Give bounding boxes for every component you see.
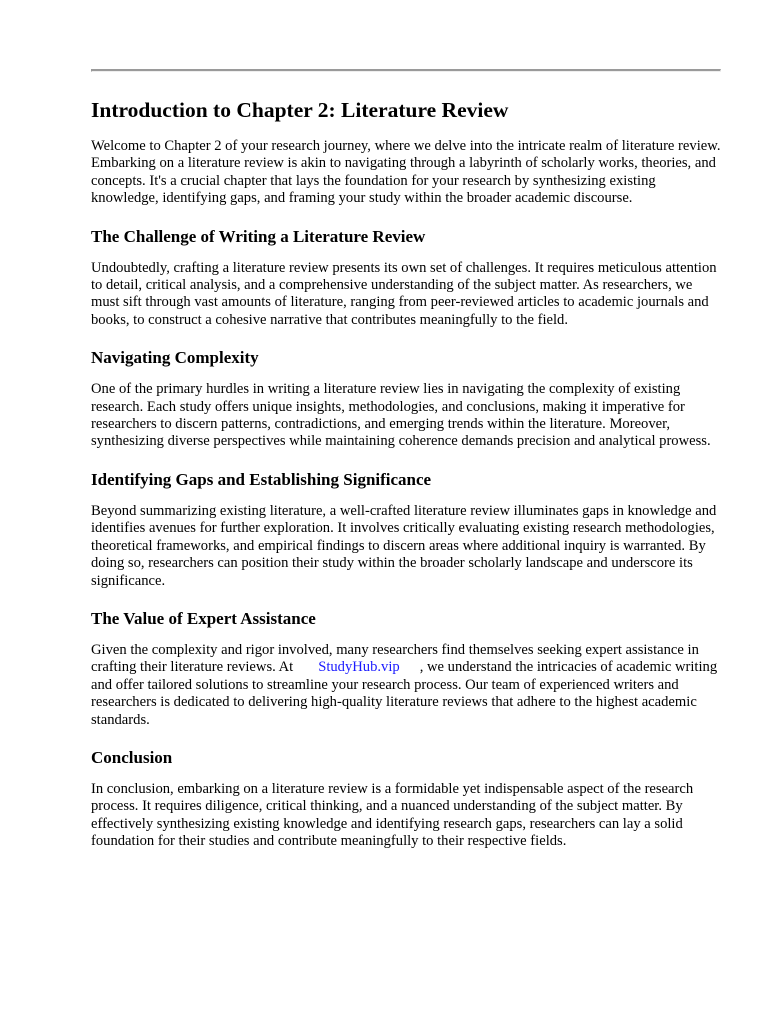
section-challenge — [91, 226, 721, 330]
section-heading: The Value of Expert Assistance — [91, 608, 316, 628]
section-paragraph: One of the primary hurdles in writing a literature review lies in navigating the complexity of existing research. Each study offers unique insights, methodologies, and conclusions, making it imperative for researchers to discern patterns, contradictions, and emerging trends within the literature. Moreover, synthesizing diverse perspectives while maintaining coherence demands precision and analytical prowess. — [91, 381, 711, 450]
intro-paragraph: Welcome to Chapter 2 of your research journey, where we delve into the intricate realm of literature review. Embarking on a literature review is akin to navigating through a labyrinth of scholarly works, theories, and concepts. It's a crucial chapter that lays the foundation for your research by synthesizing existing knowledge, identifying gaps, and framing your study within the broader academic discourse. — [91, 138, 721, 207]
paragraph-text-after-link: , we understand the intricacies of academic writing and offer tailored solutions to streamline your research process. Our team of experienced writers and researchers is dedicated to delivering high-quality literature reviews that adhere to the highest academic standards. — [91, 659, 718, 728]
section-paragraph: Undoubtedly, crafting a literature review presents its own set of challenges. It requires meticulous attention to detail, critical analysis, and a comprehensive understanding of the subject matter. As researchers, we must sift through vast amounts of literature, ranging from peer-reviewed articles to academic journals and books, to construct a cohesive narrative that contributes meaningfully to the field. — [91, 259, 717, 328]
section-navigating-complexity — [91, 347, 721, 451]
section-heading: The Challenge of Writing a Literature Review — [91, 226, 426, 246]
document-page — [91, 69, 721, 851]
section-conclusion — [91, 747, 721, 851]
paragraph-text-before-link: Given the complexity and rigor involved, many researchers find themselves seeking expert assistance in crafting their literature reviews. At — [91, 641, 699, 676]
section-heading: Navigating Complexity — [91, 348, 259, 368]
top-divider — [91, 69, 721, 72]
section-paragraph: Beyond summarizing existing literature, a well-crafted literature review illuminates gaps in knowledge and identifies avenues for further exploration. It involves critically evaluating existing research methodologies, theoretical frameworks, and empirical findings to discern areas where additional inquiry is warranted. By doing so, researchers can position their study within the broader scholarly landscape and underscore its significance. — [91, 502, 717, 589]
section-heading: Identifying Gaps and Establishing Significance — [91, 469, 432, 489]
page-title: Introduction to Chapter 2: Literature Review — [91, 98, 509, 122]
section-paragraph — [91, 642, 721, 729]
section-expert-assistance — [91, 608, 721, 729]
section-heading: Conclusion — [91, 747, 173, 767]
studyhub-link[interactable]: StudyHub.vip — [318, 659, 400, 676]
section-paragraph: In conclusion, embarking on a literature review is a formidable yet indispensable aspect of the research process. It requires diligence, critical thinking, and a nuanced understanding of the subject matter. By effectively synthesizing existing knowledge and identifying research gaps, researchers can lay a solid foundation for their studies and contribute meaningfully to their respective fields. — [91, 780, 694, 850]
section-identifying-gaps — [91, 469, 721, 590]
